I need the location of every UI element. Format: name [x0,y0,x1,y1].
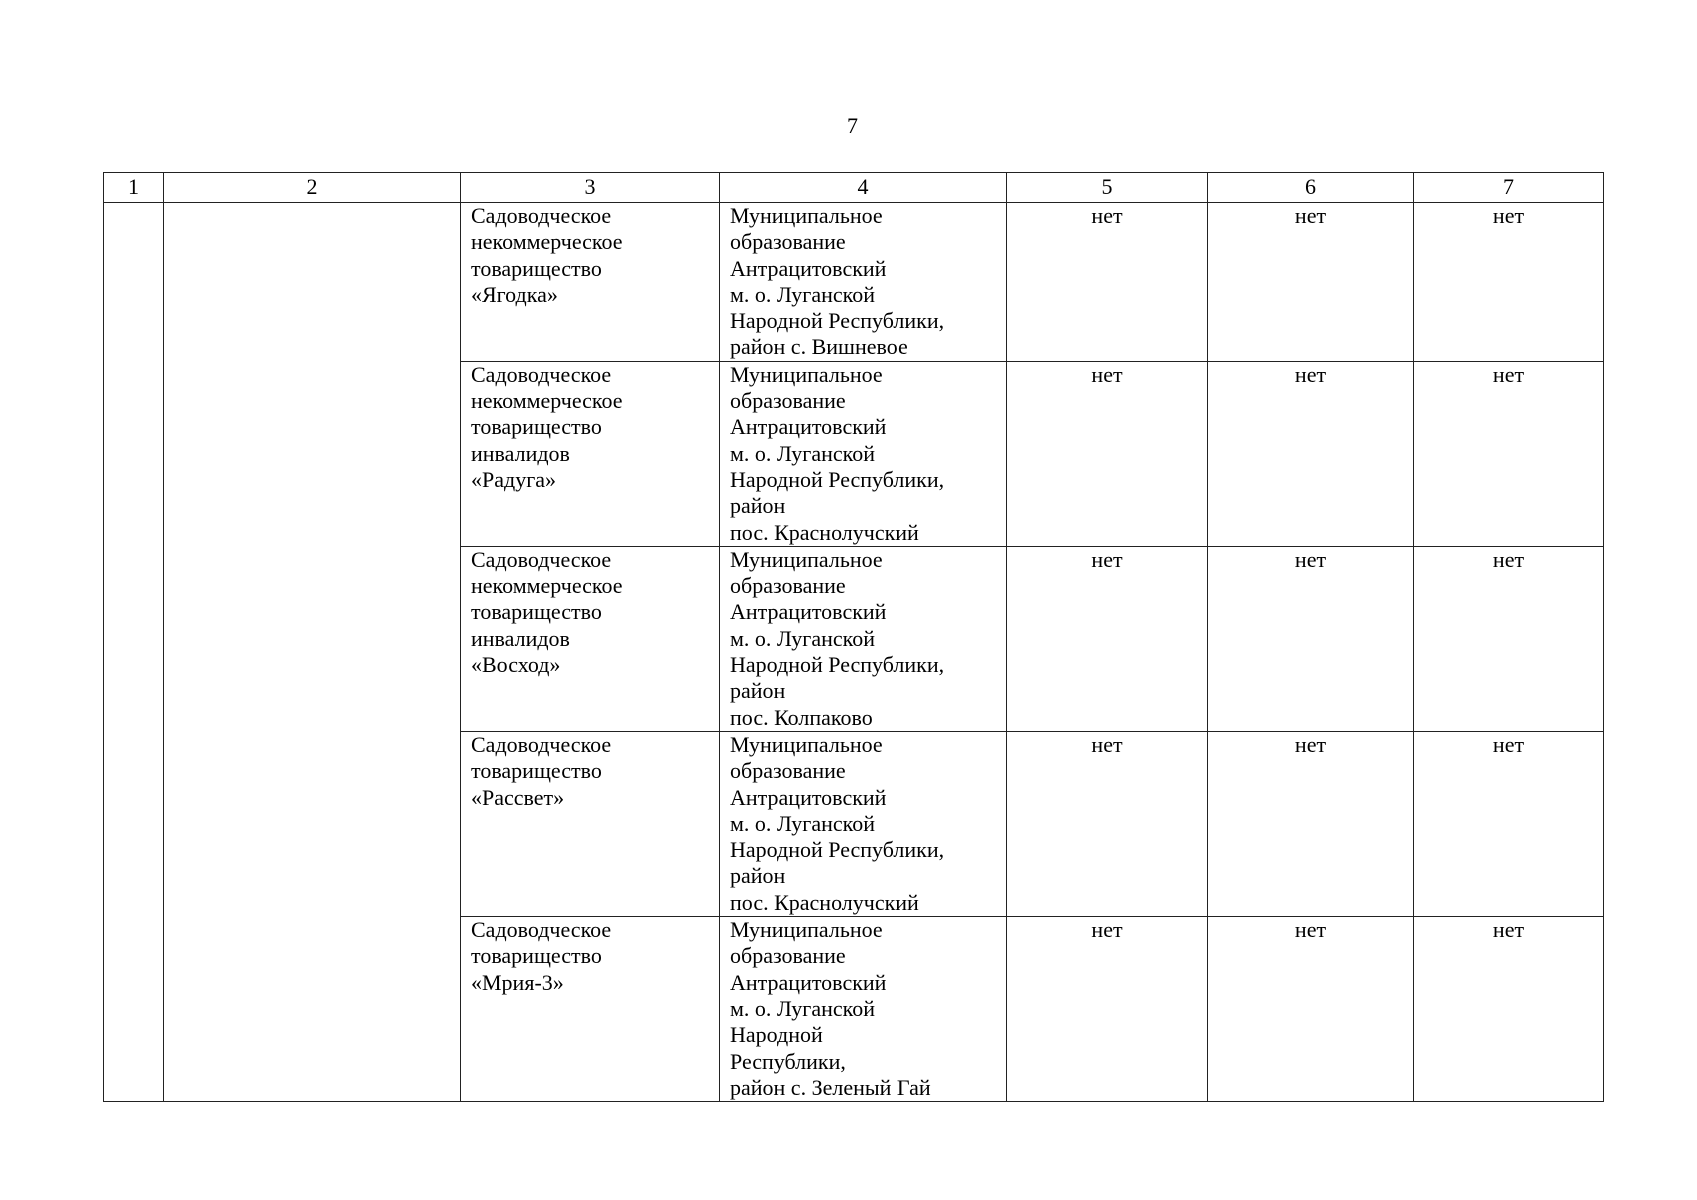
header-col-1: 1 [104,173,164,203]
municipality-line: Антрацитовский [730,599,887,625]
municipality-line: м. о. Луганской [730,995,875,1021]
org-line: некоммерческое [471,388,623,414]
col-1-merged-cell [104,203,164,1102]
municipality-cell [720,917,1007,1102]
municipality-line: образование [730,943,846,969]
header-row [104,173,1604,203]
municipality-line: Республики, [730,1048,846,1074]
municipality-line: Антрацитовский [730,969,887,995]
org-line: Садоводческое [471,203,612,228]
org-line: товарищество [471,414,602,440]
header-col-4: 4 [720,173,1007,203]
page-number: 7 [847,113,858,138]
municipality-line: Муниципальное [730,203,883,228]
col-5-value: нет [1007,546,1208,731]
col-6-value: нет [1208,731,1414,916]
header-col-7: 7 [1414,173,1604,203]
municipality-line: пос. Краснолучский [730,519,919,545]
municipality-line: Муниципальное [730,917,883,943]
col-2-merged-cell [164,203,461,1102]
col-5-value: нет [1007,361,1208,546]
col-5-value: нет [1007,917,1208,1102]
municipality-line: пос. Краснолучский [730,889,919,915]
org-line: «Рассвет» [471,784,565,810]
col-5-value: нет [1007,203,1208,362]
municipality-line: образование [730,573,846,599]
org-line: некоммерческое [471,229,623,255]
organizations-table [103,172,1604,1102]
org-line: товарищество [471,758,602,784]
header-col-3: 3 [461,173,720,203]
municipality-line: м. о. Луганской [730,625,875,651]
municipality-line: Народной Республики, [730,652,945,678]
municipality-line: район [730,493,786,519]
municipality-line: образование [730,229,846,255]
col-7-value: нет [1414,917,1604,1102]
col-5-value: нет [1007,731,1208,916]
municipality-line: район с. Зеленый Гай [730,1074,931,1100]
org-line: Садоводческое [471,917,612,943]
org-cell [461,917,720,1102]
org-line: товарищество [471,943,602,969]
col-6-value: нет [1208,917,1414,1102]
org-line: «Ягодка» [471,281,558,307]
municipality-line: м. о. Луганской [730,281,875,307]
municipality-line: Народной Республики, [730,308,945,334]
col-7-value: нет [1414,203,1604,362]
header-col-6: 6 [1208,173,1414,203]
org-cell [461,731,720,916]
municipality-line: Антрацитовский [730,255,887,281]
col-7-value: нет [1414,731,1604,916]
municipality-line: м. о. Луганской [730,810,875,836]
header-col-5: 5 [1007,173,1208,203]
org-line: товарищество [471,599,602,625]
municipality-cell [720,361,1007,546]
org-cell [461,361,720,546]
org-line: «Радуга» [471,466,556,492]
org-line: «Восход» [471,652,561,678]
col-6-value: нет [1208,203,1414,362]
org-line: инвалидов [471,440,570,466]
org-line: товарищество [471,255,602,281]
municipality-line: район [730,863,786,889]
org-line: Садоводческое [471,361,612,387]
col-6-value: нет [1208,546,1414,731]
municipality-line: Народной [730,1022,823,1048]
municipality-cell [720,731,1007,916]
municipality-line: пос. Колпаково [730,704,873,730]
municipality-line: район [730,678,786,704]
municipality-cell [720,203,1007,362]
municipality-line: м. о. Луганской [730,440,875,466]
org-line: Садоводческое [471,546,612,572]
org-cell [461,546,720,731]
municipality-line: образование [730,758,846,784]
municipality-line: Муниципальное [730,361,883,387]
org-cell [461,203,720,362]
municipality-line: район с. Вишневое [730,334,908,360]
municipality-line: Народной Республики, [730,466,945,492]
municipality-line: Муниципальное [730,546,883,572]
municipality-cell [720,546,1007,731]
table-row [104,203,1604,362]
org-line: Садоводческое [471,731,612,757]
header-col-2: 2 [164,173,461,203]
municipality-line: образование [730,388,846,414]
col-7-value: нет [1414,546,1604,731]
col-6-value: нет [1208,361,1414,546]
org-line: некоммерческое [471,573,623,599]
municipality-line: Антрацитовский [730,414,887,440]
org-line: инвалидов [471,625,570,651]
table-body [104,203,1604,1102]
municipality-line: Народной Республики, [730,837,945,863]
municipality-line: Антрацитовский [730,784,887,810]
municipality-line: Муниципальное [730,731,883,757]
org-line: «Мрия-3» [471,969,564,995]
col-7-value: нет [1414,361,1604,546]
